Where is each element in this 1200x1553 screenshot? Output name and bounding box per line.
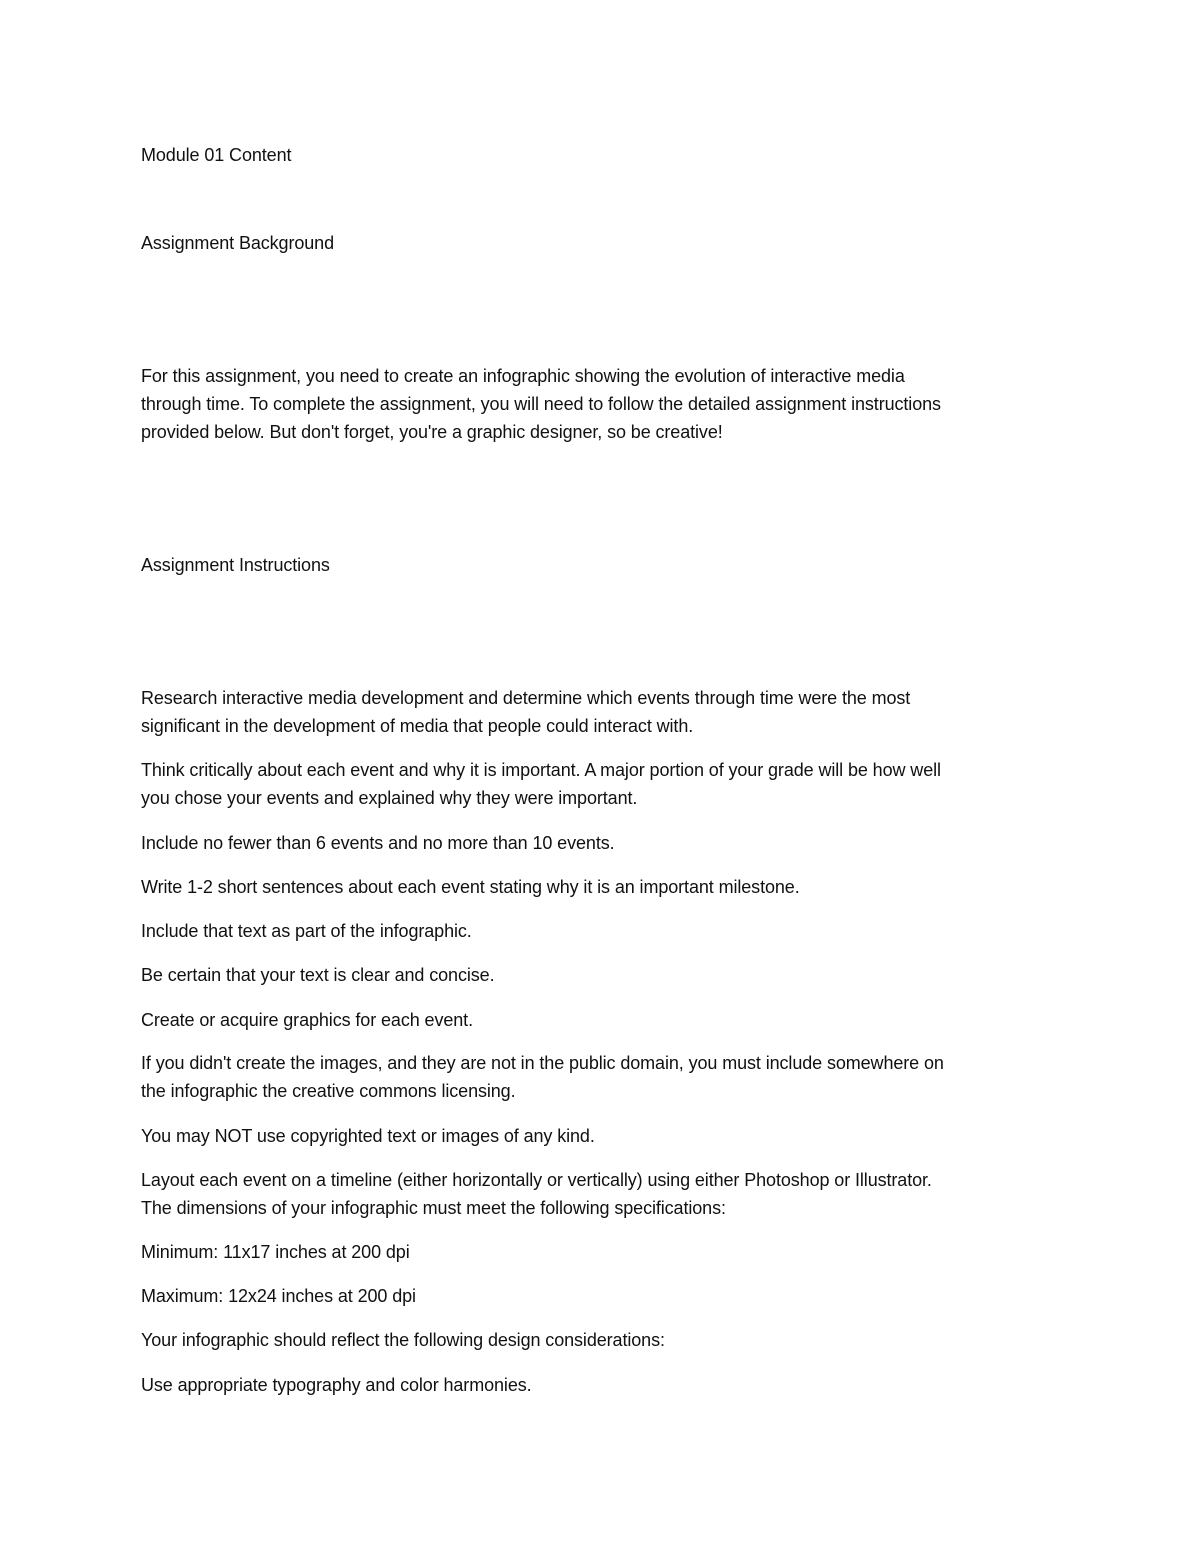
instruction-research (141, 684, 1071, 740)
instruction-licensing (141, 1049, 1071, 1105)
instruction-line: you chose your events and explained why they were important. (141, 788, 638, 808)
instruction-line: the infographic the creative commons licensing. (141, 1081, 516, 1101)
design-considerations-intro: Your infographic should reflect the following design considerations: (141, 1330, 665, 1350)
instruction-graphics: Create or acquire graphics for each event. (141, 1010, 473, 1030)
instruction-include-text: Include that text as part of the infographic. (141, 921, 472, 941)
instruction-layout (141, 1166, 1071, 1222)
instruction-line: Layout each event on a timeline (either horizontally or vertically) using either Photoshop or Illustrator. (141, 1170, 932, 1190)
instruction-write-sentences: Write 1-2 short sentences about each event stating why it is an important milestone. (141, 877, 800, 897)
instruction-think-critically (141, 756, 1071, 812)
instructions-heading: Assignment Instructions (141, 555, 330, 575)
instruction-line: Research interactive media development and determine which events through time were the most (141, 688, 911, 708)
background-line-3: provided below. But don't forget, you're a graphic designer, so be creative! (141, 422, 723, 442)
background-line-1: For this assignment, you need to create an infographic showing the evolution of interactive media (141, 366, 905, 386)
design-typography: Use appropriate typography and color harmonies. (141, 1375, 532, 1395)
module-title: Module 01 Content (141, 145, 292, 165)
instruction-clear-text: Be certain that your text is clear and concise. (141, 965, 495, 985)
spec-maximum: Maximum: 12x24 inches at 200 dpi (141, 1286, 416, 1306)
background-paragraph (141, 362, 1071, 446)
instruction-copyright: You may NOT use copyrighted text or images of any kind. (141, 1126, 595, 1146)
instruction-line: Think critically about each event and why it is important. A major portion of your grade will be how well (141, 760, 941, 780)
spec-minimum: Minimum: 11x17 inches at 200 dpi (141, 1242, 410, 1262)
instruction-event-count: Include no fewer than 6 events and no more than 10 events. (141, 833, 615, 853)
background-line-2: through time. To complete the assignment, you will need to follow the detailed assignment instructions (141, 394, 941, 414)
instruction-line: significant in the development of media that people could interact with. (141, 716, 694, 736)
instruction-line: If you didn't create the images, and they are not in the public domain, you must include somewhere on (141, 1053, 944, 1073)
background-heading: Assignment Background (141, 233, 335, 253)
instruction-line: The dimensions of your infographic must meet the following specifications: (141, 1198, 726, 1218)
